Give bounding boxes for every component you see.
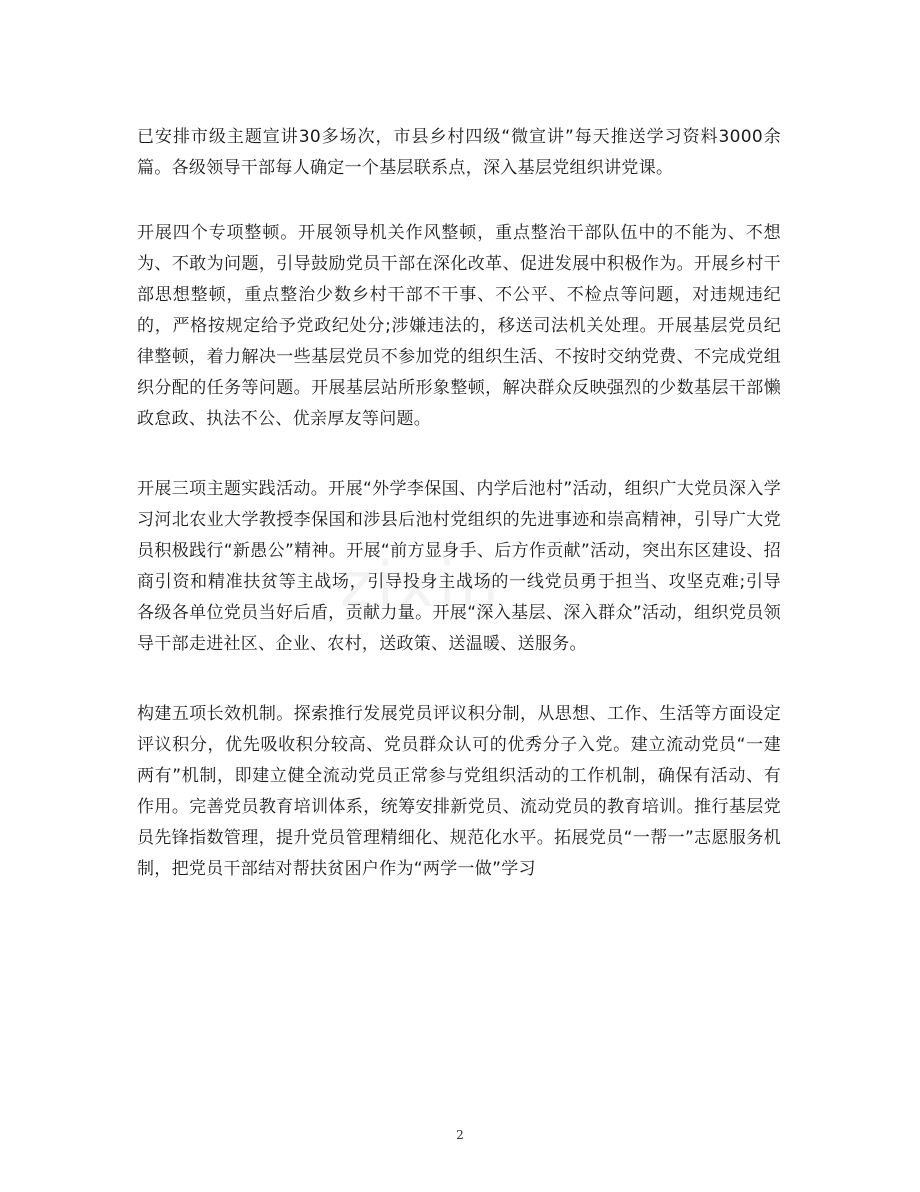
document-body [137,122,781,885]
paragraph-3: 开展三项主题实践活动。开展“外学李保国、内学后池村”活动，组织广大党员深入学习河北农业大学教授李保国和涉县后池村党组织的先进事迹和崇高精神，引导广大党员积极践行“新愚公”精神。开展“前方显身手、后方作贡献”活动，突出东区建设、招商引资和精准扶贫等主战场，引导投身主战场的一线党员勇于担当、攻坚克难;引导各级各单位党员当好后盾，贡献力量。开展“深入基层、深入群众”活动，组织党员领导干部走进社区、企业、农村，送政策、送温暖、送服务。 [137,479,781,654]
paragraph-1: 已安排市级主题宣讲30多场次，市县乡村四级“微宣讲”每天推送学习资料3000余篇。各级领导干部每人确定一个基层联系点，深入基层党组织讲党课。 [137,127,781,178]
paragraph-4: 构建五项长效机制。探索推行发展党员评议积分制，从思想、工作、生活等方面设定评议积分，优先吸收积分较高、党员群众认可的优秀分子入党。建立流动党员“一建两有”机制，即建立健全流动党员正常参与党组织活动的工作机制，确保有活动、有作用。完善党员教育培训体系，统筹安排新党员、流动党员的教育培训。推行基层党员先锋指数管理，提升党员管理精细化、规范化水平。拓展党员“一帮一”志愿服务机制，把党员干部结对帮扶贫困户作为“两学一做”学习 [137,704,781,879]
paragraph-2: 开展四个专项整顿。开展领导机关作风整顿，重点整治干部队伍中的不能为、不想为、不敢为问题，引导鼓励党员干部在深化改革、促进发展中积极作为。开展乡村干部思想整顿，重点整治少数乡村干部不干事、不公平、不检点等问题，对违规违纪的，严格按规定给予党政纪处分;涉嫌违法的，移送司法机关处理。开展基层党员纪律整顿，着力解决一些基层党员不参加党的组织生活、不按时交纳党费、不完成党组织分配的任务等问题。开展基层站所形象整顿，解决群众反映强烈的少数基层干部懒政怠政、执法不公、优亲厚友等问题。 [137,223,781,429]
page-number: 2 [456,1128,464,1142]
